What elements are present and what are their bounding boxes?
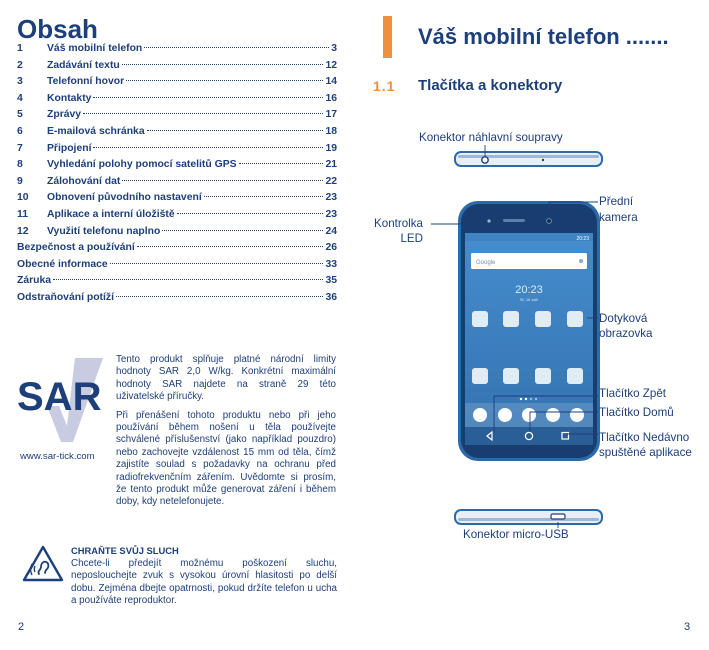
- toc-entry-label: Využití telefonu naplno: [47, 225, 161, 237]
- toc-entry[interactable]: [17, 275, 337, 292]
- right-page: [355, 0, 709, 650]
- toc-dot-leader: [122, 64, 324, 65]
- toc-entry[interactable]: [17, 43, 337, 60]
- toc-dot-leader: [93, 147, 323, 148]
- callout-touchscreen-line1: Dotyková: [599, 312, 648, 325]
- hearing-title: CHRAŇTE SVŮJ SLUCH: [71, 545, 179, 556]
- toc-entry-page: 16: [325, 92, 337, 104]
- toc-dot-leader: [122, 180, 323, 181]
- toc-entry[interactable]: [17, 209, 337, 226]
- toc-dot-leader: [147, 130, 324, 131]
- toc-entry[interactable]: [17, 259, 337, 276]
- hearing-text: Chcete-li předejít možnému poškození sluchu, neposlouchejte zvuk s vysokou úrovní hlasitosti po delší dobu. Zejména dbejte opatrnosti, pokud držíte telefon u ucha a používáte reproduktor.: [71, 558, 337, 606]
- callout-recent-apps-line2: spuštěné aplikace: [599, 446, 692, 459]
- toc-entry-page: 35: [325, 275, 337, 287]
- toc-dot-leader: [110, 263, 324, 264]
- toc-dot-leader: [126, 80, 323, 81]
- toc-entry-page: 17: [325, 109, 337, 121]
- callout-home-button: Tlačítko Domů: [599, 406, 674, 419]
- toc-dot-leader: [116, 296, 323, 297]
- table-of-contents: [17, 43, 337, 309]
- toc-entry[interactable]: [17, 176, 337, 193]
- callout-back-button: Tlačítko Zpět: [599, 387, 667, 400]
- toc-entry-label: Kontakty: [47, 92, 92, 104]
- toc-entry-page: 22: [325, 175, 337, 187]
- toc-entry[interactable]: [17, 192, 337, 209]
- section-number: 1.1: [373, 78, 396, 94]
- toc-dot-leader: [53, 279, 323, 280]
- toc-title: Obsah: [17, 14, 98, 44]
- toc-entry-number: 2: [17, 59, 23, 71]
- toc-entry-page: 26: [325, 242, 337, 254]
- sar-text: [116, 354, 336, 515]
- sar-paragraph-1: Tento produkt splňuje platné národní limity hodnoty SAR 2,0 W/kg. Konkrétní maximální hodnoty SAR najdete na straně 29 této uživatelské příručky.: [116, 354, 336, 403]
- callout-led-line2: LED: [400, 232, 423, 245]
- toc-entry-number: 4: [17, 92, 23, 104]
- toc-entry-label: Obnovení původního nastavení: [47, 192, 202, 204]
- toc-entry-number: 3: [17, 76, 23, 88]
- toc-entry-page: 23: [325, 208, 337, 220]
- toc-entry-number: 12: [17, 225, 29, 237]
- toc-entry-label: Zálohování dat: [47, 175, 121, 187]
- micro-usb-port-icon: [551, 514, 565, 519]
- toc-entry[interactable]: [17, 226, 337, 243]
- callout-micro-usb: Konektor micro-USB: [463, 528, 569, 541]
- phone-bottom-edge: [455, 510, 602, 524]
- toc-entry-number: 10: [17, 192, 29, 204]
- page-number-right: 3: [684, 621, 691, 633]
- callout-front-camera-line1: Přední: [599, 195, 634, 208]
- toc-entry[interactable]: [17, 159, 337, 176]
- toc-entry-number: 7: [17, 142, 23, 154]
- toc-entry-label: Aplikace a interní úložiště: [47, 208, 175, 220]
- toc-entry[interactable]: [17, 143, 337, 160]
- toc-entry-label: Záruka: [17, 275, 52, 287]
- led-indicator-icon: [487, 219, 490, 222]
- sar-url[interactable]: www.sar-tick.com: [20, 451, 95, 462]
- toc-entry-number: 11: [17, 208, 28, 220]
- page-number-left: 2: [18, 621, 25, 633]
- svg-text:St, 16 září: St, 16 září: [519, 297, 539, 302]
- callout-front-camera-line2: kamera: [599, 211, 638, 224]
- toc-entry-number: 9: [17, 175, 23, 187]
- toc-entry-label: Připojení: [47, 142, 92, 154]
- chapter-title: Váš mobilní telefon .......: [418, 24, 669, 49]
- toc-entry-label: Zadávání textu: [47, 59, 120, 71]
- svg-text:Google: Google: [476, 260, 496, 266]
- toc-entry-number: 1: [17, 43, 23, 54]
- toc-entry-label: Váš mobilní telefon: [47, 43, 143, 54]
- left-page: [0, 0, 354, 650]
- toc-entry[interactable]: [17, 76, 337, 93]
- callout-led-line1: Kontrolka: [374, 217, 423, 230]
- toc-entry-page: 33: [325, 258, 337, 270]
- toc-entry-label: Vyhledání polohy pomocí satelitů GPS: [47, 159, 237, 171]
- toc-entry-label: Telefonní hovor: [47, 76, 125, 88]
- toc-entry-page: 23: [325, 192, 337, 204]
- toc-entry-label: E-mailová schránka: [47, 125, 145, 137]
- sar-paragraph-2: Při přenášení tohoto produktu nebo při jeho používání během nošení u těla používejte schválené příslušenství (jako například pouzdro) nebo zachovejte vzdálenost 15 mm od těla, čímž zajistíte soulad s požadavky na ochranu před radiofrekvenčním zářením. Uvědomte si prosím, že tento produkt může generovat záření i během doby, kdy netelefonujete.: [116, 409, 336, 508]
- toc-entry-page: 18: [325, 125, 337, 137]
- mic-icon: [579, 259, 583, 263]
- front-camera-icon: [547, 219, 552, 224]
- toc-entry[interactable]: [17, 60, 337, 77]
- toc-dot-leader: [204, 196, 324, 197]
- headset-jack-icon: [482, 157, 488, 163]
- toc-dot-leader: [239, 163, 324, 164]
- toc-entry-label: Odstraňování potíží: [17, 291, 114, 303]
- toc-entry[interactable]: [17, 242, 337, 259]
- toc-entry-label: Bezpečnost a používání: [17, 242, 135, 254]
- toc-entry-page: 36: [325, 291, 337, 303]
- toc-entry-page: 12: [325, 59, 337, 71]
- phone-front-view: [458, 201, 600, 461]
- svg-text:20:23: 20:23: [576, 236, 589, 242]
- toc-entry-label: Obecné informace: [17, 258, 108, 270]
- toc-entry[interactable]: [17, 126, 337, 143]
- callout-headset-jack: Konektor náhlavní soupravy: [419, 131, 563, 144]
- toc-dot-leader: [83, 113, 323, 114]
- toc-entry-page: 21: [325, 159, 337, 171]
- phone-top-edge: [455, 152, 602, 166]
- toc-entry-number: 5: [17, 109, 23, 121]
- callout-recent-apps-line1: Tlačítko Nedávno: [599, 431, 690, 444]
- toc-dot-leader: [93, 97, 323, 98]
- toc-entry[interactable]: [17, 292, 337, 309]
- toc-entry-label: Zprávy: [47, 109, 82, 121]
- sar-logo-text: SAR: [17, 375, 102, 419]
- toc-entry-page: 3: [331, 43, 337, 54]
- toc-dot-leader: [144, 47, 329, 48]
- phone-diagram: [355, 0, 709, 650]
- toc-entry-number: 6: [17, 125, 23, 137]
- toc-dot-leader: [162, 230, 323, 231]
- svg-text:20:23: 20:23: [515, 284, 543, 296]
- toc-entry-page: 24: [325, 225, 337, 237]
- toc-entry-number: 8: [17, 159, 23, 171]
- section-title: Tlačítka a konektory: [418, 77, 563, 94]
- toc-entry-page: 14: [325, 76, 337, 88]
- callout-touchscreen-line2: obrazovka: [599, 327, 653, 340]
- toc-entry[interactable]: [17, 93, 337, 110]
- toc-dot-leader: [177, 213, 324, 214]
- toc-entry-page: 19: [325, 142, 337, 154]
- toc-dot-leader: [137, 246, 324, 247]
- hearing-warning-icon: [21, 544, 65, 584]
- sar-logo-icon: [17, 356, 111, 446]
- toc-entry[interactable]: [17, 109, 337, 126]
